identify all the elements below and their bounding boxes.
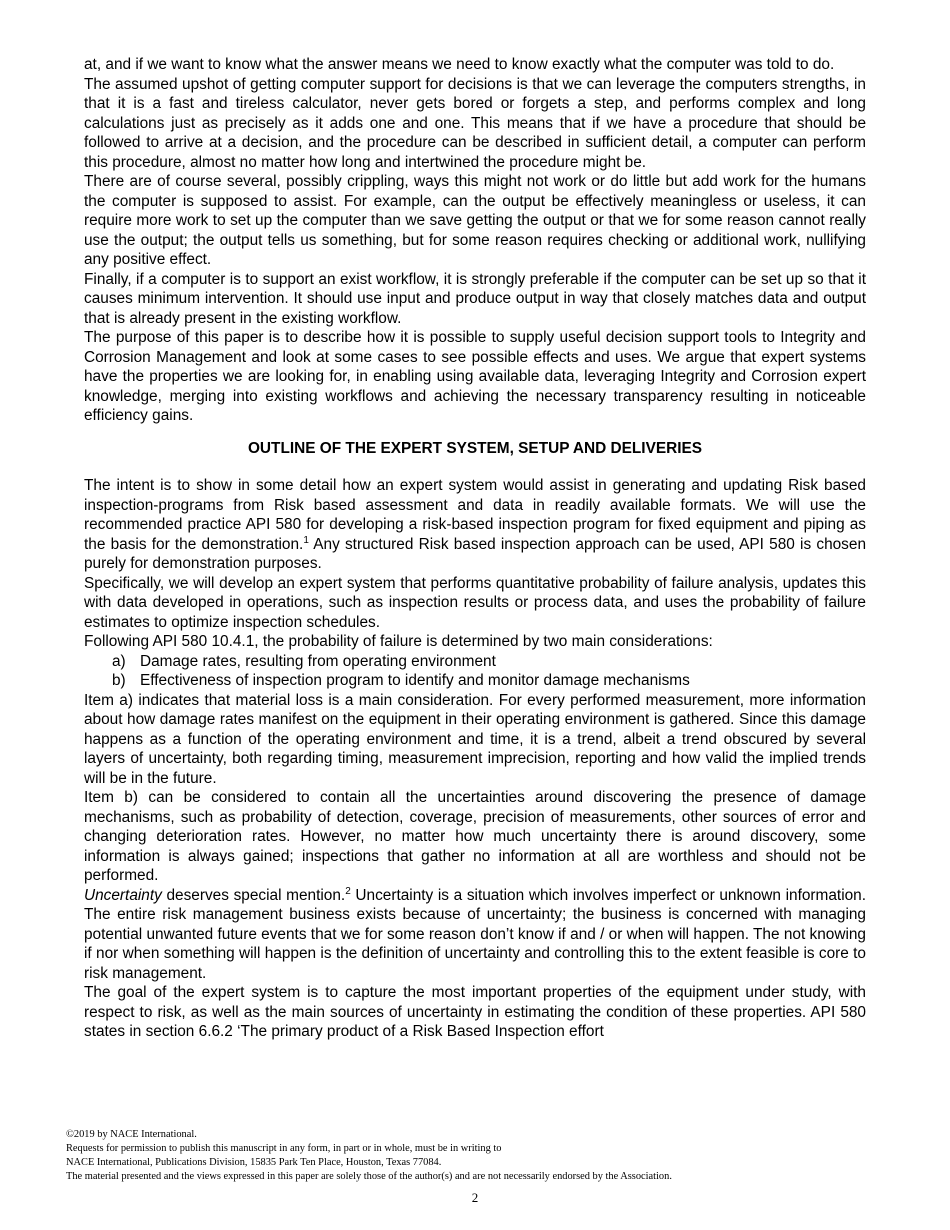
list-marker: a) (112, 652, 126, 670)
paragraph: The assumed upshot of getting computer support for decisions is that we can leverage the computers strengths, in that it is a fast and tireless calculator, never gets bored or forgets a step, and performs complex and long calculations just as precisely as it adds one and one. This means that if we have a procedure that should be followed to arrive at a decision, and the procedure can be described in sufficient detail, a computer can perform this procedure, almost no matter how long and intertwined the procedure might be. (84, 75, 866, 171)
paragraph: Finally, if a computer is to support an exist workflow, it is strongly preferable if the computer can be set up so that it causes minimum intervention. It should use input and produce output in way that closely matches data and output that is already present in the existing workflow. (84, 270, 866, 327)
page-body (84, 55, 866, 1042)
list-item-text: Damage rates, resulting from operating environment (140, 652, 496, 670)
footer-line: Requests for permission to publish this manuscript in any form, in part or in whole, must be in writing to (66, 1143, 502, 1154)
footer-line: The material presented and the views expressed in this paper are solely those of the author(s) and are not necessarily endorsed by the Association. (66, 1171, 672, 1182)
footer-copyright: ©2019 by NACE International. (66, 1129, 197, 1140)
section-heading: OUTLINE OF THE EXPERT SYSTEM, SETUP AND DELIVERIES (247, 439, 703, 457)
footnote-ref[interactable]: 1 (303, 534, 309, 546)
page-footer (66, 1128, 886, 1184)
paragraph: The goal of the expert system is to capture the most important properties of the equipment under study, with respect to risk, as well as the main sources of uncertainty in estimating the condition of these properties. API 580 states in section 6.6.2 ‘The primary product of a Risk Based Inspection effort (84, 984, 866, 1040)
consideration-list (84, 652, 866, 691)
page-number: 2 (471, 1190, 479, 1205)
list-marker: b) (112, 672, 126, 689)
emphasis-term: Uncertainty (84, 886, 162, 904)
paragraph: The purpose of this paper is to describe how it is possible to supply useful decision support tools to Integrity and Corrosion Management and look at some cases to see possible effects and uses. We argue that expert systems have the properties we are looking for, in enabling using available data, leveraging Integrity and Corrosion expert knowledge, merging into existing workflows and achieving the necessary transparency resulting in noticeable efficiency gains. (84, 329, 866, 424)
paragraph: There are of course several, possibly crippling, ways this might not work or do little but add work for the humans the computer is supposed to assist. For example, can the output be effectively meaningless or useless, it can require more work to set up the computer than we save getting the output or that we for some reason cannot really use the output; the output tells us something, but for some reason requires checking or additional work, nullifying any positive effect. (84, 173, 866, 268)
footer-line: NACE International, Publications Division, 15835 Park Ten Place, Houston, Texas 77084. (66, 1157, 442, 1168)
paragraph: at, and if we want to know what the answer means we need to know exactly what the computer was told to do. (84, 56, 835, 73)
list-item (112, 671, 866, 691)
paragraph-text: The intent is to show in some detail how an expert system would assist in generating and updating Risk based inspection-programs from Risk based assessment and data in readily available formats. We will use the recommended practice API 580 for developing a risk-based inspection program for fixed equipment and piping as the basis for the demonstration. (84, 477, 866, 553)
paragraph (84, 476, 866, 574)
list-item (112, 652, 866, 672)
paragraph (84, 886, 866, 984)
paragraph: Specifically, we will develop an expert system that performs quantitative probability of failure analysis, updates this with data developed in operations, such as inspection results or process data, and uses the probability of failure estimates to optimize inspection schedules. (84, 574, 866, 631)
paragraph: Item b) can be considered to contain all the uncertainties around discovering the presence of damage mechanisms, such as probability of detection, coverage, precision of measurements, other sources of error and changing deterioration rates. However, no matter how much uncertainty there is around discovery, some information is always gained; inspections that gather no information at all are worthless and should not be performed. (84, 789, 866, 884)
paragraph: Item a) indicates that material loss is a main consideration. For every performed measurement, more information about how damage rates manifest on the equipment in their operating environment is gathered. Since this damage happens as a function of the operating environment and time, it is a trend, albeit a trend obscured by several layers of uncertainty, both regarding timing, measurement imprecision, reporting and how valid the implied trends will be in the future. (84, 691, 866, 787)
paragraph-text: Any structured Risk based inspection approach can be used, API 580 is chosen purely for demonstration purposes. (84, 535, 866, 572)
list-item-text: Effectiveness of inspection program to identify and monitor damage mechanisms (140, 672, 690, 689)
paragraph-text: Uncertainty is a situation which involves imperfect or unknown information. The entire risk management business exists because of uncertainty; the business is concerned with managing potential unwanted future events that we for some reason don’t know if and / or when will happen. The not knowing if nor when something will happen is the definition of uncertainty and controlling this to the extent feasible is core to risk management. (84, 886, 867, 982)
paragraph: Following API 580 10.4.1, the probability of failure is determined by two main considerations: (84, 633, 713, 650)
paragraph-text: deserves special mention. (161, 886, 346, 904)
footnote-ref[interactable]: 2 (345, 885, 351, 897)
